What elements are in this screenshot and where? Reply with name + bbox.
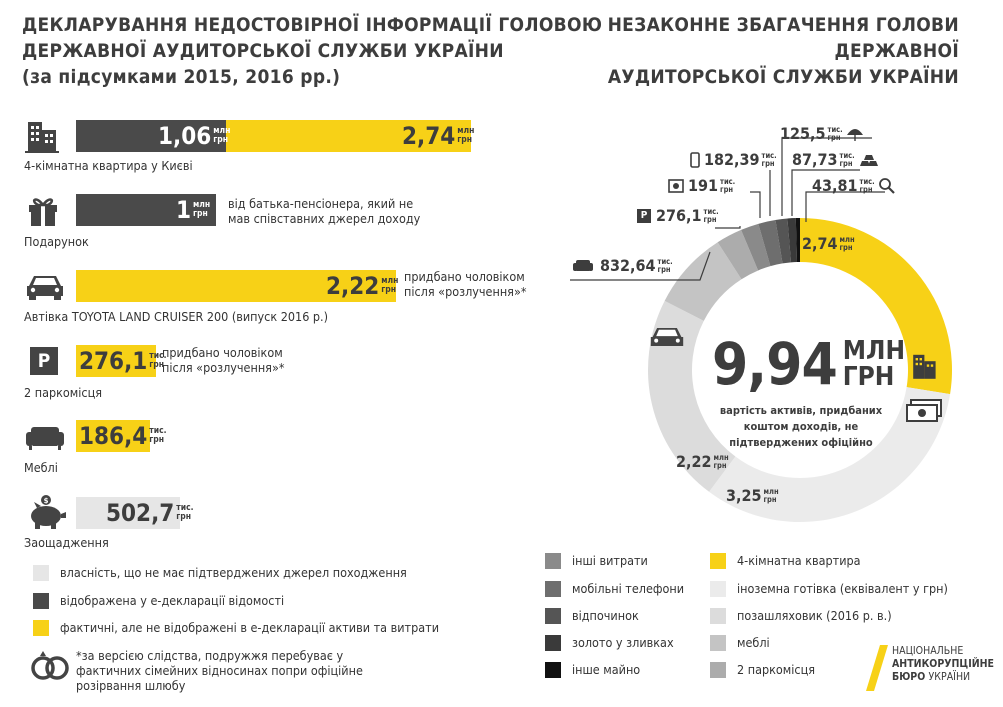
car-icon <box>25 272 65 304</box>
legend-swatch-unconfirmed <box>33 565 49 581</box>
legend-swatch-vacation <box>545 608 561 624</box>
savings-label: Заощадження <box>24 535 109 550</box>
building-icon <box>24 118 64 158</box>
left-title-line-1: ДЕКЛАРУВАННЯ НЕДОСТОВІРНОЇ ІНФОРМАЦІЇ ГОЛОВОЮ <box>22 14 603 36</box>
svg-text:$: $ <box>43 497 49 505</box>
legend-apartment: 4-кімнатна квартира <box>737 553 861 568</box>
legend-vacation: відпочинок <box>572 608 639 623</box>
beach-umbrella-icon <box>846 126 864 142</box>
callout-furniture: 832,64 тис. грн <box>572 256 673 275</box>
callout-other-property: 43,81 тис. грн <box>812 176 896 195</box>
mobile-phone-icon <box>690 152 700 168</box>
legend-swatch-phones <box>545 581 561 597</box>
right-title <box>576 12 959 90</box>
legend-parking: 2 паркомісця <box>737 662 815 677</box>
gift-note: від батька-пенсіонера, який не мав співставних джерел доходу <box>228 196 421 226</box>
right-title-line-2: АУДИТОРСЬКОЇ СЛУЖБИ УКРАЇНИ <box>607 66 959 88</box>
car-note: придбано чоловіком після «розлучення»* <box>404 269 527 299</box>
callout-other-expenses: 191 тис. грн <box>668 176 735 195</box>
sofa-icon <box>25 423 65 455</box>
callout-gold: 87,73 тис. грн <box>792 150 880 169</box>
gift-icon <box>26 193 60 231</box>
parking-label: 2 паркомісця <box>24 385 102 400</box>
legend-other-property: інше майно <box>572 662 641 677</box>
savings-value: 502,7 тис. грн <box>106 499 194 527</box>
legend-swatch-apartment <box>710 553 726 569</box>
legend-swatch-suv <box>710 608 726 624</box>
callout-parking: P 276,1 тис. грн <box>637 206 719 225</box>
furniture-value: 186,4 тис. грн <box>79 422 167 450</box>
parking-value: 276,1 тис. грн <box>79 347 167 375</box>
callout-cash: 3,25 млн грн <box>726 486 779 505</box>
legend-gold: золото у зливках <box>572 635 674 650</box>
legend-furniture: меблі <box>737 635 770 650</box>
legend-actual: фактичні, але не відображені в е-декларації активи та витрати <box>60 620 439 635</box>
piggy-bank-icon <box>25 494 67 534</box>
logo-line-1: НАЦІОНАЛЬНЕ <box>892 645 964 657</box>
legend-swatch-other-expenses <box>545 553 561 569</box>
callout-apartment: 2,74 млн грн <box>802 234 855 253</box>
parking-note: придбано чоловіком після «розлучення»* <box>162 345 285 375</box>
magnifier-icon <box>878 177 896 195</box>
legend-swatch-declared <box>33 593 49 609</box>
left-title-line-3: (за підсумками 2015, 2016 рр.) <box>22 66 341 88</box>
building-ring-icon <box>910 350 942 386</box>
car-label: Автівка TOYOTA LAND CRUISER 200 (випуск 2016 р.) <box>24 309 329 324</box>
wedding-rings-icon <box>28 648 72 686</box>
legend-unconfirmed: власність, що не має підтверджених джерел походження <box>60 565 407 580</box>
gift-value: 1 млн грн <box>176 196 211 224</box>
donut-center-total <box>712 330 906 398</box>
legend-swatch-gold <box>545 635 561 651</box>
logo-line-3: БЮРО <box>892 671 926 683</box>
total-unit-top: МЛН <box>842 336 906 366</box>
legend-cash: іноземна готівка (еквівалент у грн) <box>737 581 948 596</box>
nabu-logo-mark <box>866 645 888 691</box>
legend-swatch-cash <box>710 581 726 597</box>
apartment-declared-value: 1,06 млн грн <box>158 122 231 150</box>
safe-icon <box>668 179 684 193</box>
cash-ring-icon <box>905 398 943 428</box>
total-value: 9,94 <box>712 330 837 398</box>
left-title-line-2: ДЕРЖАВНОЇ АУДИТОРСЬКОЇ СЛУЖБИ УКРАЇНИ <box>22 40 504 62</box>
left-title <box>22 12 602 90</box>
legend-swatch-parking <box>710 662 726 678</box>
callout-phones: 182,39 тис. грн <box>690 150 777 169</box>
parking-icon: P <box>30 347 58 375</box>
logo-line-2: АНТИКОРУПЦІЙНЕ <box>892 658 994 670</box>
apartment-actual-value: 2,74 млн грн <box>402 122 475 150</box>
parking-small-icon: P <box>637 209 651 223</box>
legend-other-expenses: інші витрати <box>572 553 648 568</box>
legend-swatch-other-property <box>545 662 561 678</box>
legend-swatch-furniture <box>710 635 726 651</box>
total-unit-bottom: ГРН <box>842 362 895 392</box>
callout-suv: 2,22 млн грн <box>676 452 729 471</box>
footnote: *за версією слідства, подружжя перебуває у фактичних сімейних відносинах попри офіційне розірвання шлюбу <box>76 648 363 693</box>
gift-label: Подарунок <box>24 234 89 249</box>
furniture-label: Меблі <box>24 460 58 475</box>
legend-suv: позашляховик (2016 р. в.) <box>737 608 892 623</box>
legend-swatch-actual <box>33 620 49 636</box>
legend-phones: мобільні телефони <box>572 581 685 596</box>
right-title-line-1: НЕЗАКОННЕ ЗБАГАЧЕННЯ ГОЛОВИ ДЕРЖАВНОЇ <box>607 14 959 62</box>
gold-bars-icon <box>858 153 880 167</box>
car-value: 2,22 млн грн <box>326 272 399 300</box>
donut-center-caption: вартість активів, придбаних коштом доходів, не підтверджених офіційно <box>719 404 883 449</box>
callout-vacation: 125,5 тис. грн <box>780 124 864 143</box>
apartment-label: 4-кімнатна квартира у Києві <box>24 158 193 173</box>
logo-line-4: УКРАЇНИ <box>928 671 971 683</box>
legend-declared: відображена у е-декларації відомості <box>60 593 285 608</box>
sofa-small-icon <box>572 259 594 273</box>
car-ring-icon <box>649 324 685 354</box>
